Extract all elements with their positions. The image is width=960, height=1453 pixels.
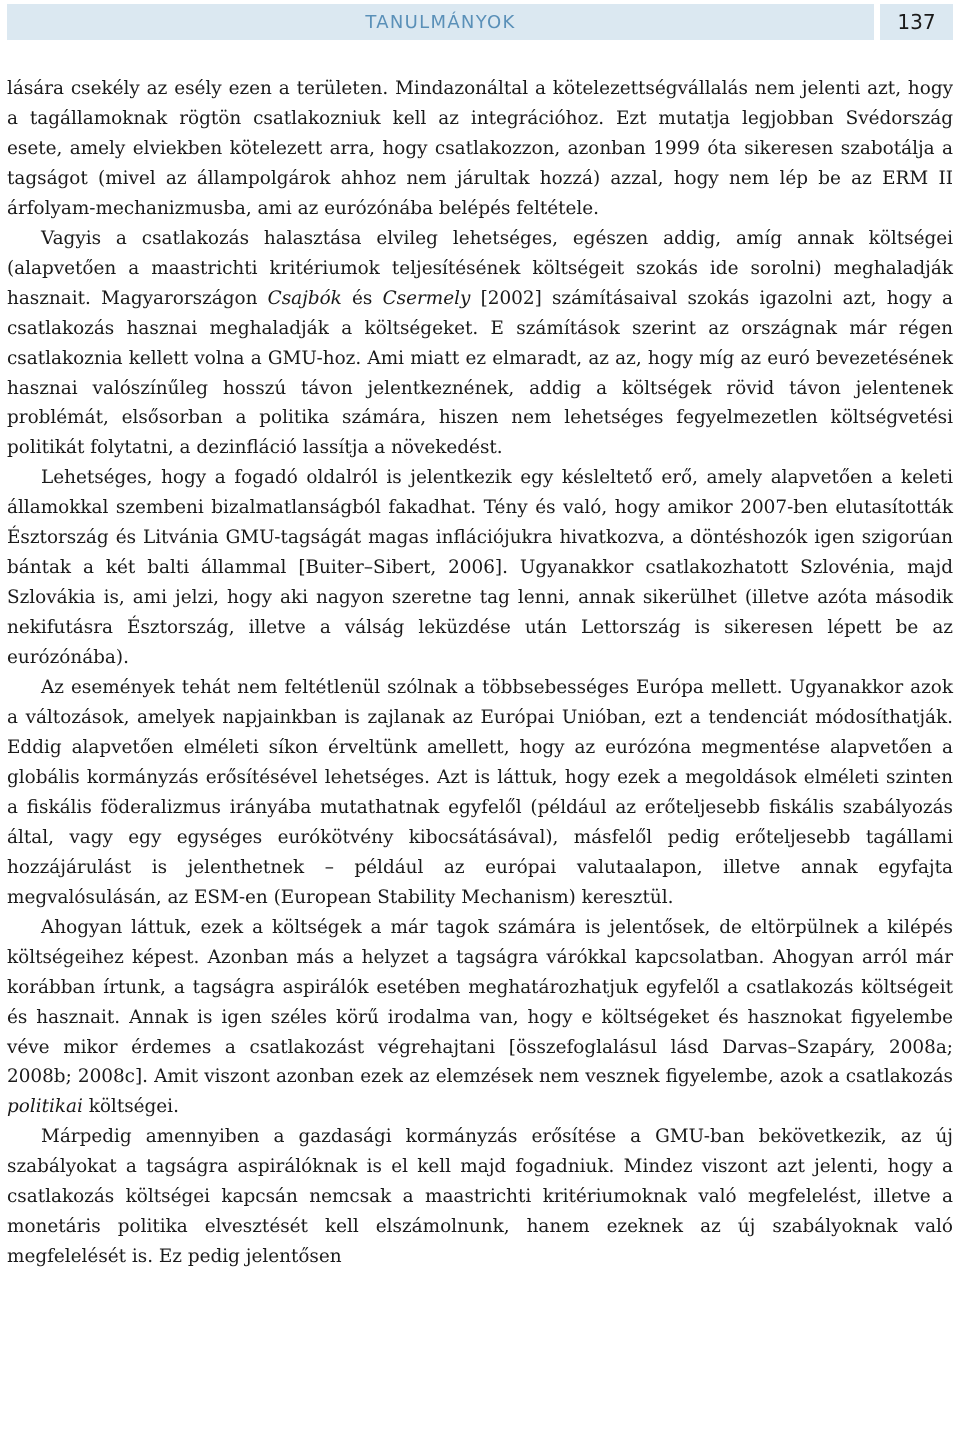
paragraph [7,224,953,464]
paragraph [7,673,953,913]
paragraph [7,463,953,673]
text-run: Lehetséges, hogy a fogadó oldalról is jelentkezik egy késleltető erő, amely alapvetően a keleti államokkal szembeni bizalmatlanságból fakadhat. Tény és való, hogy amikor 2007-ben elutasították Észtország és Litvánia GMU-tagságát magas inflációjukra hivatkozva, a döntéshozók igen szigorúan bántak a két balti állammal [Buiter–Sibert, 2006]. Ugyanakkor csatlakozhatott Szlovénia, majd Szlovákia is, ami jelzi, hogy aki nagyon szeretne tag lenni, annak sikerülhet (illetve azóta második nekifutásra Észtország, illetve a válság leküzdése után Lettország is sikeresen lépett be az eurózónába). [7,467,953,669]
text-run: Az események tehát nem feltétlenül szólnak a többsebességes Európa mellett. Ugyanakkor azok a változások, amelyek napjainkban is zajlanak az Európai Unióban, ezt a tendenciát módosíthatják. Eddig alapvetően elméleti síkon érveltünk amellett, hogy az eurózóna megmentése alapvetően a globális kormányzás erősítésével lehetséges. Azt is láttuk, hogy ezek a megoldások elméleti szinten a fiskális föderalizmus irányába mutathatnak egyfelől (például az erőteljesebb fiskális szabályozás által, vagy egy egységes eurókötvény kibocsátásával), másfelől pedig erőteljesebb tagállami hozzájárulást is jelenthetnek – például az európai valutaalapon, illetve annak egyfajta megvalósulásán, az ESM-en (European Stability Mechanism) keresztül. [7,677,953,908]
author-name: Csermely [382,287,471,309]
text-run: Márpedig amennyiben a gazdasági kormányzás erősítése a GMU-ban bekövetkezik, az új szabályokat a tagságra aspirálóknak is el kell majd fogadniuk. Mindez viszont azt jelenti, hogy a csatlakozás költségei kapcsán nemcsak a maastrichti kritériumoknak való megfelelést, illetve a monetáris politika elvesztését kell elszámolnunk, hanem ezeknek az új szabályoknak való megfelelését is. Ez pedig jelentősen [7,1126,953,1268]
text-run: és [341,287,383,309]
section-title: TANULMÁNYOK [365,11,516,33]
text-run: lására csekély az esély ezen a területen. Mindazonáltal a kötelezettségvállalás nem jelenti azt, hogy a tagállamoknak rögtön csatlakozniuk kell az integrációhoz. Ezt mutatja legjobban Svédország esete, amely elviekben kötelezett arra, hogy csatlakozzon, azonban 1999 óta sikeresen szabotálja a tagságot (mivel az állampolgárok ahhoz nem járultak hozzá) azzal, hogy nem lép be az ERM II árfolyam-mechanizmusba, ami az eurózónába belépés feltétele. [7,78,953,219]
text-run: [2002] számításaival szokás igazolni azt, hogy a csatlakozás hasznai meghaladják a költségeket. E számítások szerint az országnak már régen csatlakoznia kellett volna a GMU-hoz. Ami miatt ez elmaradt, az az, hogy míg az euró bevezetésének hasznai valószínűleg hosszú távon jelentkeznének, addig a költségek rövid távon jelentenek problémát, elsősorban a politika számára, hiszen nem lehetséges fegyelmezetlen költségvetési politikát folytatni, a dezinfláció lassítja a növekedést. [7,287,953,459]
header-band [7,4,874,40]
paragraph [7,74,953,224]
text-run: Vagyis a csatlakozás halasztása elvileg lehetséges, egészen addig, amíg annak költségei (alapvetően a maastrichti kritériumok teljesítésének költségeit szokás ide sorolni) meghaladják hasznait. Magyarországon [7,227,953,309]
page-number-box [880,4,953,40]
text-run: költségei. [82,1096,179,1118]
running-header [7,4,953,40]
body-text [7,74,953,1272]
author-name: Csajbók [267,287,342,309]
paragraph [7,913,953,1123]
page-number: 137 [897,10,936,34]
emphasis: politikai [7,1096,83,1118]
text-run: Ahogyan láttuk, ezek a költségek a már tagok számára is jelentősek, de eltörpülnek a kilépés költségeihez képest. Azonban más a helyzet a tagságra várókkal kapcsolatban. Ahogyan arról már korábban írtunk, a tagságra aspirálók esetében meghatározhatjuk egyfelől a csatlakozás költségeit és hasznait. Annak is igen széles körű irodalma van, hogy e költségeket és hasznokat figyelembe véve mikor érdemes a csatlakozást végrehajtani [összefoglalásul lásd Darvas–Szapáry, 2008a; 2008b; 2008c]. Amit viszont azonban ezek az elemzések nem vesznek figyelembe, azok a csatlakozás [7,916,953,1088]
paragraph [7,1122,953,1272]
